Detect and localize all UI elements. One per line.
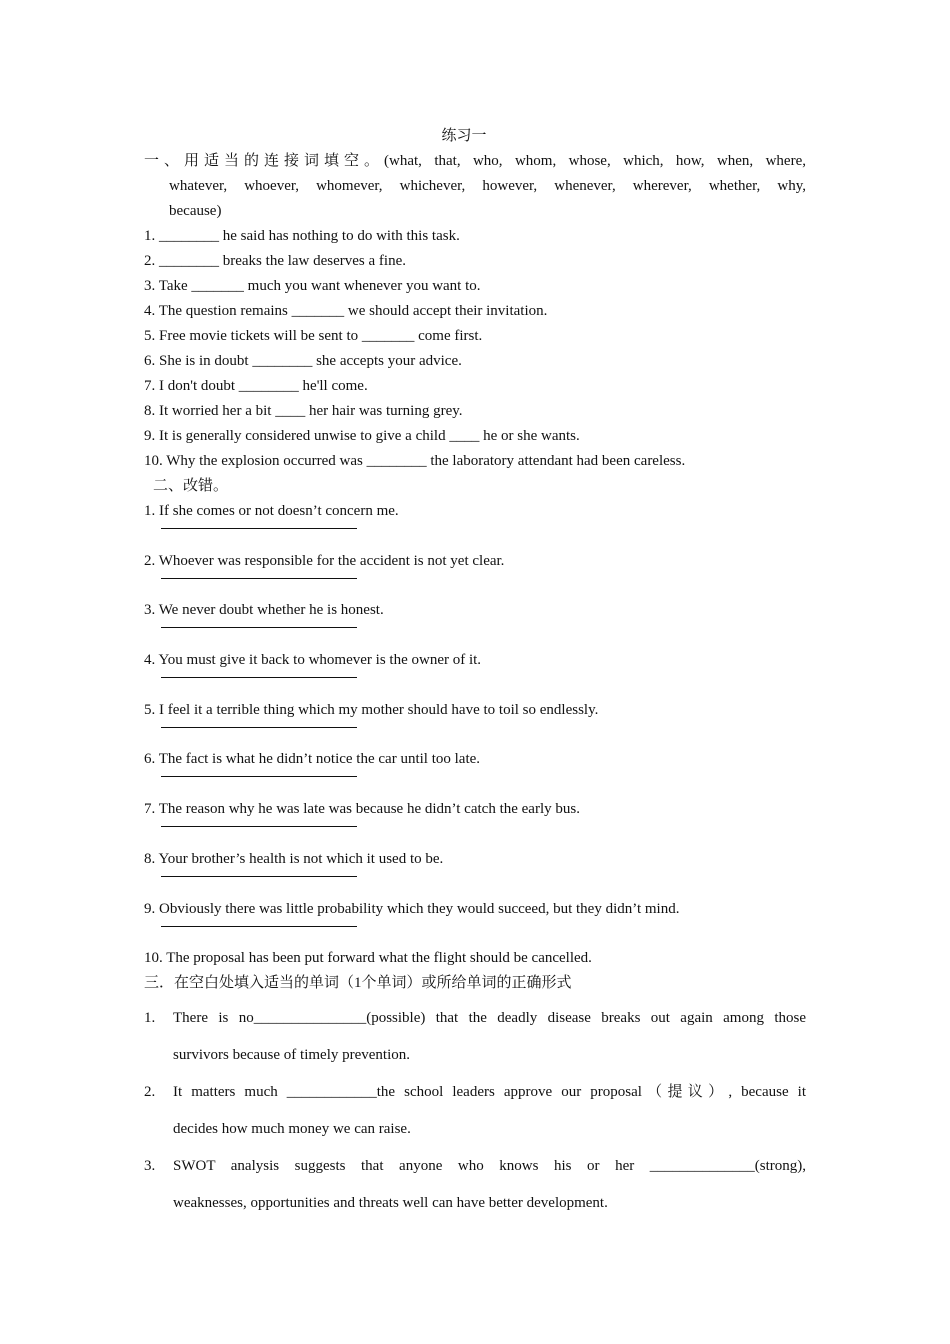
answer-line[interactable] <box>161 727 357 728</box>
error-correction-item <box>144 549 806 599</box>
error-sentence: 4. You must give it back to whomever is the owner of it. <box>144 652 482 669</box>
error-correction-item <box>144 797 806 847</box>
item-line-2: survivors because of timely prevention. <box>173 1047 411 1064</box>
section-3 <box>144 1000 806 1222</box>
answer-line[interactable] <box>161 677 357 678</box>
error-sentence: 7. The reason why he was late was because he didn’t catch the early bus. <box>144 801 580 818</box>
item-line-2: weaknesses, opportunities and threats well can have better development. <box>173 1195 608 1212</box>
item-line-1: SWOT analysis suggests that anyone who knows his or her ______________(strong), <box>173 1158 806 1175</box>
item-number: 3. <box>144 1158 156 1175</box>
section-1-options-line-2: whatever, whoever, whomever, whichever, however, whenever, wherever, whether, why, <box>169 178 806 194</box>
section-2-title: 二、改错。 <box>153 478 229 494</box>
answer-line[interactable] <box>161 627 357 628</box>
answer-line[interactable] <box>161 926 357 927</box>
fill-blank-item: 6. She is in doubt ________ she accepts your advice. <box>144 353 462 369</box>
fill-blank-item: 4. The question remains _______ we should accept their invitation. <box>144 303 548 319</box>
fill-blank-item: 10. Why the explosion occurred was ________ the laboratory attendant had been careless. <box>144 453 686 469</box>
error-sentence: 8. Your brother’s health is not which it used to be. <box>144 850 444 867</box>
fill-blank-item: 8. It worried her a bit ____ her hair was turning grey. <box>144 403 463 419</box>
section-1-heading <box>144 149 806 174</box>
error-sentence: 1. If she comes or not doesn’t concern me. <box>144 503 399 519</box>
word-form-item <box>144 1148 806 1222</box>
fill-blank-item: 9. It is generally considered unwise to give a child ____ he or she wants. <box>144 428 580 444</box>
item-number: 1. <box>144 1010 156 1027</box>
section-1-options-line-3: because) <box>169 203 222 219</box>
answer-line[interactable] <box>161 826 357 827</box>
fill-blank-item: 2. ________ breaks the law deserves a fine. <box>144 253 407 269</box>
item-line-1: It matters much ____________the school leaders approve our proposal（提议）, because it <box>173 1084 806 1101</box>
error-correction-item <box>144 946 806 971</box>
error-correction-item <box>144 747 806 797</box>
error-correction-item <box>144 598 806 648</box>
answer-line[interactable] <box>161 876 357 877</box>
fill-blank-item: 7. I don't doubt ________ he'll come. <box>144 378 368 394</box>
error-correction-item <box>144 698 806 748</box>
section-2 <box>144 499 806 971</box>
answer-line[interactable] <box>161 528 357 529</box>
item-number: 2. <box>144 1084 156 1101</box>
fill-blank-item: 3. Take _______ much you want whenever you want to. <box>144 278 481 294</box>
item-line-1: There is no_______________(possible) that the deadly disease breaks out again among those <box>173 1010 806 1027</box>
error-sentence: 9. Obviously there was little probability which they would succeed, but they didn’t mind. <box>144 900 680 917</box>
item-body <box>173 1000 806 1074</box>
error-correction-item <box>144 648 806 698</box>
word-form-item <box>144 1074 806 1148</box>
error-sentence: 3. We never doubt whether he is honest. <box>144 602 384 619</box>
error-sentence: 6. The fact is what he didn’t notice the car until too late. <box>144 751 481 768</box>
error-correction-item <box>144 897 806 947</box>
section-1-lead: 一、用适当的连接词填空。 <box>144 153 385 169</box>
error-sentence: 2. Whoever was responsible for the accident is not yet clear. <box>144 552 505 569</box>
section-1 <box>144 149 806 474</box>
section-1-options-line-1: (what, that, who, whom, whose, which, how, when, where, <box>384 153 806 169</box>
item-body <box>173 1148 806 1222</box>
fill-blank-item: 5. Free movie tickets will be sent to _______ come first. <box>144 328 483 344</box>
page-title: 练习一 <box>441 128 487 144</box>
fill-blank-item: 1. ________ he said has nothing to do with this task. <box>144 228 460 244</box>
item-body <box>173 1074 806 1148</box>
word-form-item <box>144 1000 806 1074</box>
error-sentence: 10. The proposal has been put forward what the flight should be cancelled. <box>144 950 592 967</box>
answer-line[interactable] <box>161 578 357 579</box>
error-correction-item <box>144 847 806 897</box>
worksheet-page <box>144 124 806 1222</box>
answer-line[interactable] <box>161 776 357 777</box>
item-line-2: decides how much money we can raise. <box>173 1121 411 1138</box>
section-3-title: 三．在空白处填入适当的单词（1个单词）或所给单词的正确形式 <box>144 975 572 992</box>
error-correction-item <box>144 499 806 549</box>
error-sentence: 5. I feel it a terrible thing which my mother should have to toil so endlessly. <box>144 701 599 718</box>
